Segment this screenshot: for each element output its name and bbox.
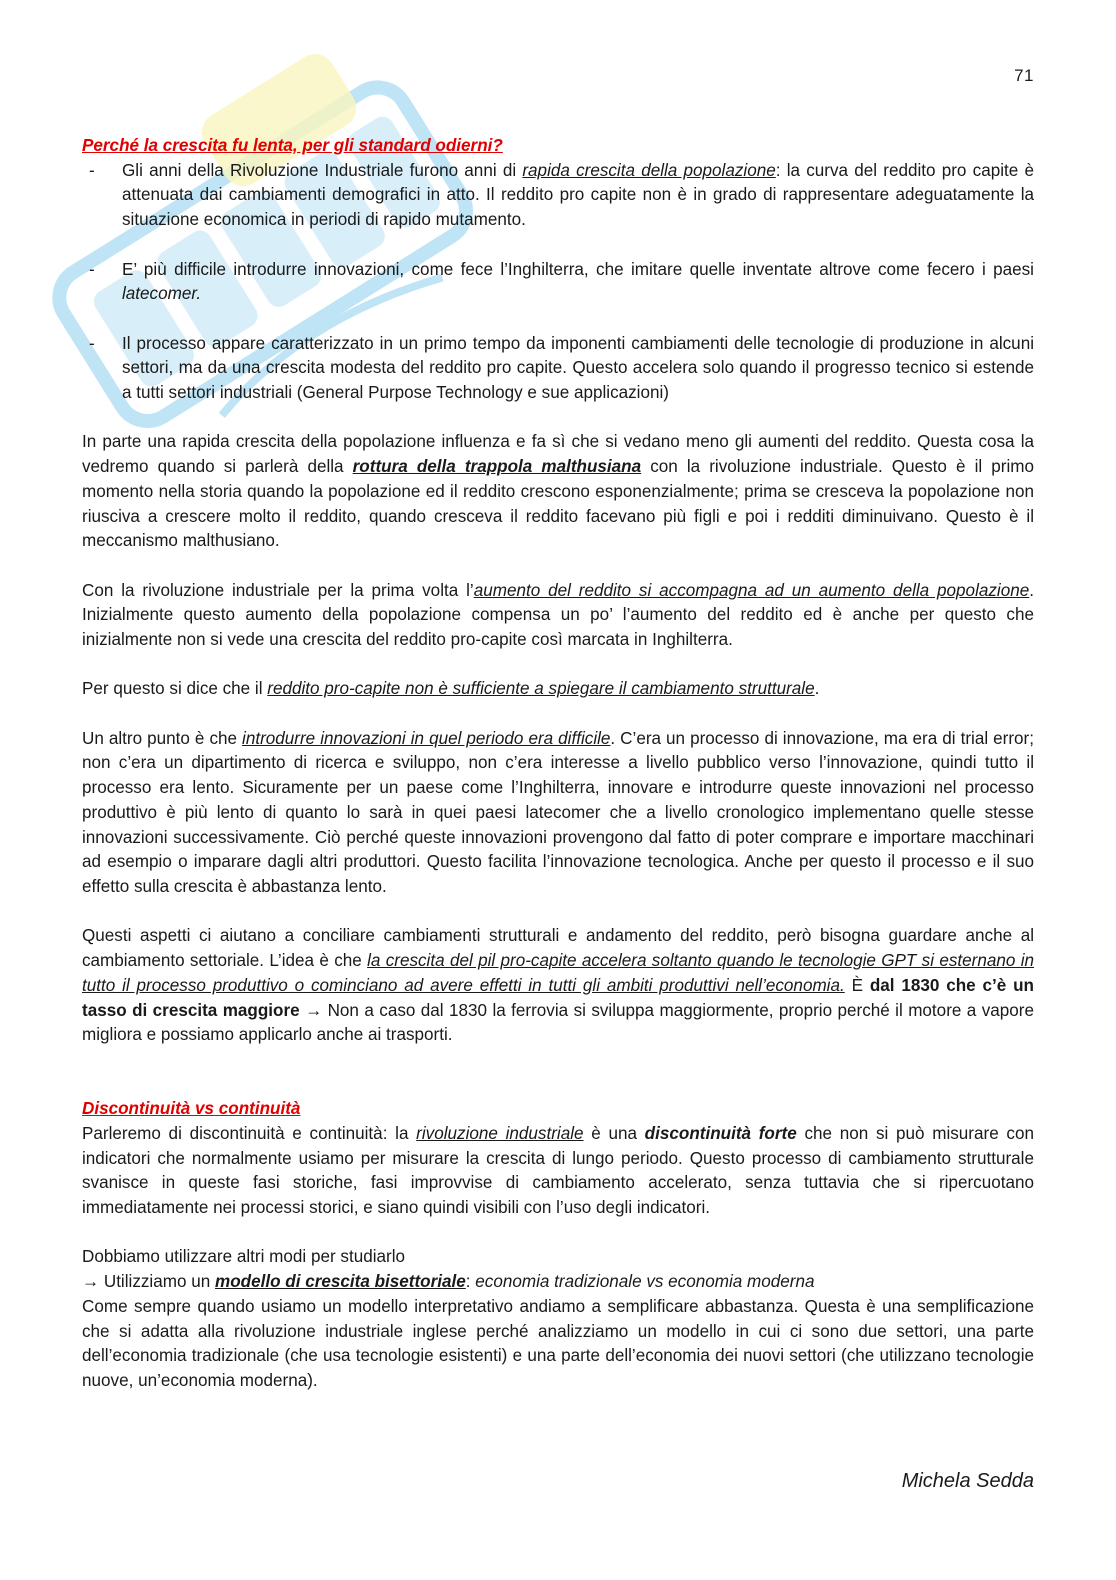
emphasis-text: rivoluzione industriale [416,1123,584,1143]
paragraph [82,1295,1034,1394]
text-run: Parleremo di discontinuità e continuità: la [82,1123,417,1143]
text-run: . [814,679,820,699]
text-run: è una [583,1123,645,1143]
paragraph [82,1270,1034,1295]
document-body [82,134,1034,1394]
emphasis-text: rapida crescita della popolazione [522,160,776,180]
text-run: . C’era un processo di innovazione, ma era di trial error; non c’era un dipartimento di ricerca e sviluppo, non c’era interesse a livello pubblico verso l’innovazione, quindi tutto il processo era lento. Sicuramente per un paese come l’Inghilterra, innovare e introdurre queste innovazioni nel processo produttivo è più lento di quanto lo sarà in quei paesi latecomer che a livello cronologico implementano quelle stesse innovazioni successivamente. Ciò perché queste innovazioni provengono dal fatto di poter comprare e importare macchinari ad esempio o imparare dagli altri produttori. Questo facilita l’innovazione tecnologica. Anche per questo il processo e il suo effetto sulla crescita è abbastanza lento. [82,728,1034,896]
paragraph [82,727,1034,900]
heading-text: Perché la crescita fu lenta, per gli standard odierni? [82,136,503,155]
bullet-dash: - [89,160,95,180]
text-run: Con la rivoluzione industriale per la prima volta l’ [82,580,474,600]
emphasis-text: aumento del reddito si accompagna ad un aumento della popolazione [473,580,1030,600]
emphasis-text: la crescita del pil pro-capite accelera soltanto quando le tecnologie GPT si esternano in tutto il processo produttivo o cominciano ad avere effetti in tutti gli ambiti produttivi nell’economia. [82,951,1035,995]
text-run: Per questo si dice che il [82,679,268,699]
bold-text: dal 1830 che c’è un tasso di crescita maggiore [82,975,1035,1020]
paragraph [82,1245,1034,1270]
paragraph [82,1122,1034,1221]
text-run: Dobbiamo utilizzare altri modi per studiarlo [82,1247,406,1267]
bullet-dash: - [89,259,95,279]
emphasis-text: reddito pro-capite non è sufficiente a spiegare il cambiamento strutturale [267,679,815,699]
bullet-item [82,159,1034,233]
paragraph [82,430,1034,554]
emphasis-text: economia tradizionale vs economia moderna [475,1272,815,1292]
bullet-item [82,258,1034,307]
heading-text: Discontinuità vs continuità [82,1099,301,1119]
bold-italic-text: discontinuità forte [644,1123,797,1143]
page-number: 71 [1014,66,1034,85]
section-heading-crescita-lenta [82,134,1034,159]
text-run: E’ più difficile introdurre innovazioni, come fece l’Inghilterra, che imitare quelle inventate altrove come fecero i paesi [122,259,1034,279]
text-run: Il processo appare caratterizzato in un primo tempo da imponenti cambiamenti delle tecnologie di produzione in alcuni settori, ma da una crescita modesta del reddito pro capite. Questo accelera solo quando il progresso tecnico si estende a tutti settori industriali (General Purpose Technology e sue applicazioni) [122,333,1034,402]
emphasis-text: latecomer. [122,284,202,304]
author-signature: Michela Sedda [901,1470,1034,1492]
text-run: . Inizialmente questo aumento della popolazione compensa un po’ l’aumento del reddito ed è anche per questo che inizialmente non si vede una crescita del reddito pro-capite così marcata in Inghilterra. [82,580,1034,649]
emphasis-text: introdurre innovazioni in quel periodo era difficile [242,728,611,748]
paragraph [82,579,1034,653]
text-run: È [844,975,870,995]
bullet-item [82,332,1034,406]
text-run: che non si può misurare con indicatori che normalmente usiamo per misurare la crescita di lungo periodo. Questo processo di cambiamento strutturale svanisce in queste fasi storiche, fasi improvvise di cambiamento accelerato, senza tuttavia che si ripercuotano immediatamente nei processi storici, e siano quindi visibili con l’uso degli indicatori. [82,1123,1034,1218]
text-run: Come sempre quando usiamo un modello interpretativo andiamo a semplificare abbastanza. Questa è una semplificazione che si adatta alla rivoluzione industriale inglese perché analizziamo un modello in cui ci sono due settori, una parte dell’economia tradizionale (che usa tecnologie esistenti) e una parte dell’economia dei nuovi settori (che utilizzano tecnologie nuove, un’economia moderna). [82,1296,1034,1390]
emphasis-text: rottura della trappola malthusiana [352,457,642,477]
text-run: : [465,1272,476,1292]
paragraph [82,924,1034,1048]
section-heading-discontinuita [82,1097,1034,1122]
arrow-icon: → [299,1000,328,1020]
bullet-dash: - [89,333,95,353]
text-run: Gli anni della Rivoluzione Industriale furono anni di [122,160,523,180]
text-run: con la rivoluzione industriale. Questo è il primo momento nella storia quando la popolazione ed il reddito crescono esponenzialmente; prima se cresceva la popolazione non riusciva a crescere molto il reddito, quando cresceva il reddito facevano più figli e poi i redditi diminuivano. Questo è il meccanismo malthusiano. [82,457,1035,551]
text-run: In parte una rapida crescita della popolazione influenza e fa sì che si vedano meno gli aumenti del reddito. Questa cosa la vedremo quando si parlerà della [82,432,1034,477]
text-run: Questi aspetti ci aiutano a conciliare cambiamenti strutturali e andamento del reddito, però bisogna guardare anche al cambiamento settoriale. L’idea è che [82,926,1034,971]
paragraph [82,677,1034,702]
text-run: Un altro punto è che [82,728,243,748]
text-run: : la curva del reddito pro capite è attenuata dai cambiamenti demografici in atto. Il reddito pro capite non è in grado di rappresentare adeguatamente la situazione economica in periodi di rapido mutamento. [122,160,1034,230]
text-run: Non a caso dal 1830 la ferrovia si sviluppa maggiormente, proprio perché il motore a vapore migliora e possiamo applicarlo anche ai trasporti. [82,1000,1034,1045]
emphasis-text: modello di crescita bisettoriale [215,1272,466,1292]
text-run: → Utilizziamo un [82,1272,215,1292]
